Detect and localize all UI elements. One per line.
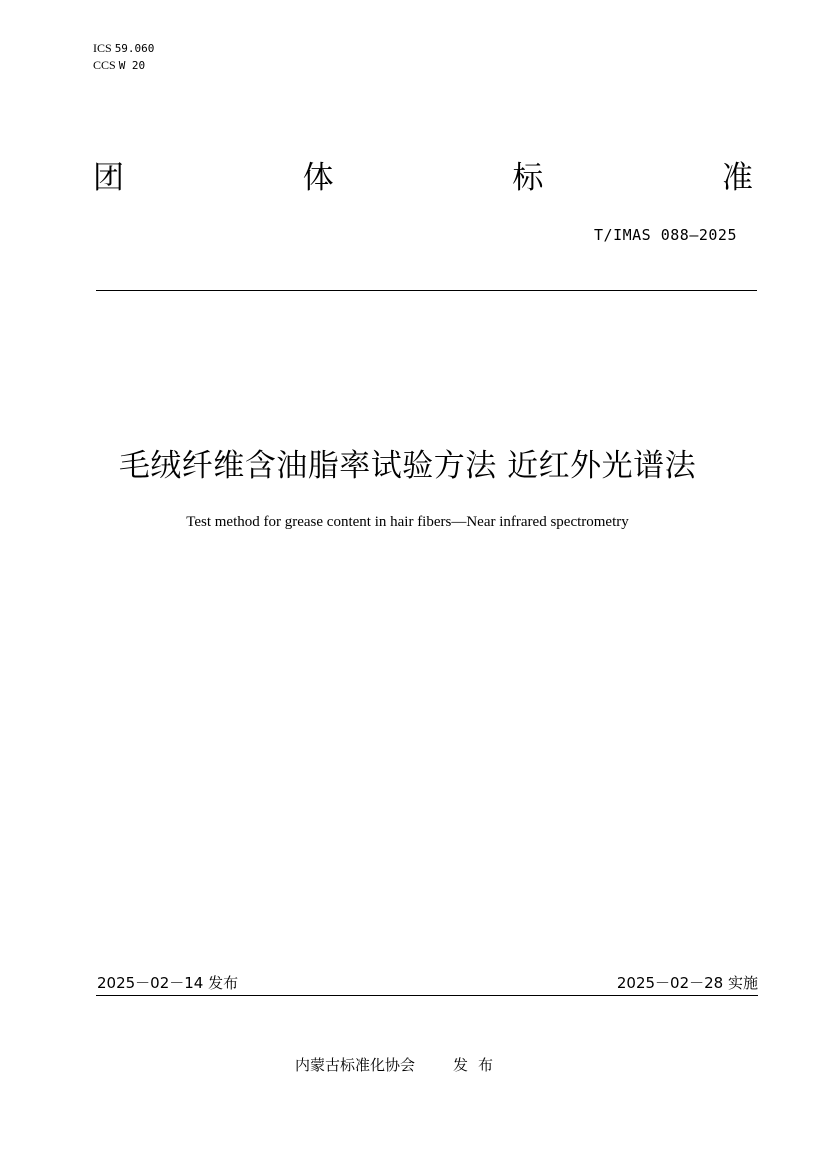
standard-type-char: 标 — [512, 160, 544, 196]
standard-type-char: 团 — [93, 160, 124, 196]
classification-block — [93, 40, 154, 74]
ccs-label: CCS — [93, 58, 116, 72]
ics-code: 59.060 — [114, 42, 155, 55]
ccs-code: W 20 — [118, 59, 146, 72]
release-date: 2025－02－14 发布 — [97, 974, 239, 992]
ccs-line — [93, 57, 154, 74]
standard-type-char: 体 — [302, 160, 334, 196]
ics-label: ICS — [93, 41, 112, 55]
publisher-name: 内蒙古标准化协会 — [295, 1056, 416, 1074]
standard-type-heading — [93, 158, 753, 198]
effective-date: 2025－02－28 实施 — [616, 974, 758, 992]
bottom-divider — [96, 995, 758, 996]
publish-action: 发布 — [453, 1056, 504, 1074]
publisher-line — [295, 1054, 503, 1075]
ics-line — [93, 40, 154, 57]
standard-number: T/IMAS 088—2025 — [594, 226, 737, 244]
top-divider — [96, 290, 757, 291]
document-title-chinese: 毛绒纤维含油脂率试验方法 近红外光谱法 — [118, 448, 697, 484]
standard-type-char: 准 — [721, 160, 753, 196]
document-title-english: Test method for grease content in hair fibers—Near infrared spectrometry — [186, 514, 629, 530]
